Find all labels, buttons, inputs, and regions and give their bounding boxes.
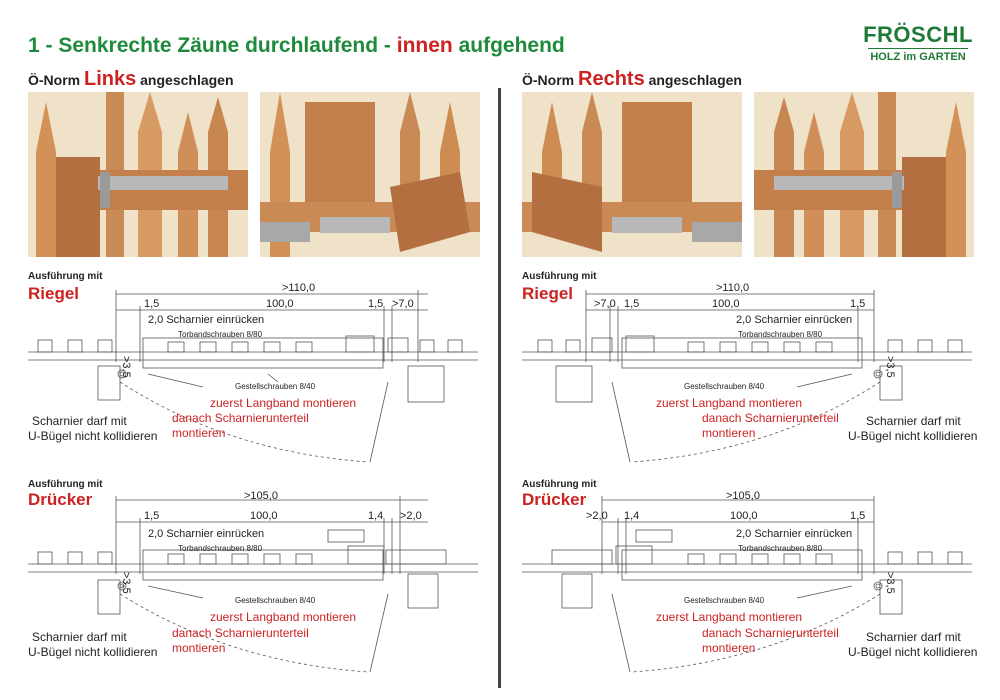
- logo-name: FRÖSCHL: [863, 22, 973, 47]
- left-druecker-red1: zuerst Langband montieren: [210, 610, 357, 624]
- left-riegel-d2: 100,0: [266, 298, 294, 310]
- left-druecker-v: >3,5: [120, 572, 132, 594]
- right-druecker-total: >105,0: [726, 490, 760, 502]
- right-riegel-d4: 1,5: [850, 298, 866, 310]
- right-riegel-torband: Torbandschrauben 8/80: [738, 330, 823, 339]
- right-riegel-ausf-label: Ausführung mit: [522, 271, 597, 282]
- right-druecker-torband: Torbandschrauben 8/80: [738, 544, 823, 553]
- left-riegel-blk1: Scharnier darf mit: [32, 414, 127, 428]
- left-druecker-type: Drücker: [28, 490, 93, 509]
- left-riegel-red3: montieren: [172, 426, 226, 440]
- left-druecker-blk1: Scharnier darf mit: [32, 630, 127, 644]
- left-heading: Ö-Norm Links angeschlagen: [28, 68, 234, 90]
- right-druecker-blk1: Scharnier darf mit: [866, 630, 961, 644]
- right-druecker-d2: 1,4: [624, 510, 640, 522]
- left-riegel-gestell: Gestellschrauben 8/40: [235, 382, 316, 391]
- left-riegel-red1: zuerst Langband montieren: [210, 396, 357, 410]
- froeschl-logo: [862, 22, 974, 70]
- left-druecker-d3: 1,4: [368, 510, 384, 522]
- right-riegel-red1: zuerst Langband montieren: [656, 396, 803, 410]
- column-divider: [498, 88, 501, 688]
- right-riegel-v: >3,5: [884, 356, 896, 378]
- left-druecker-scharnier: 2,0 Scharnier einrücken: [148, 528, 265, 540]
- left-riegel-d1: 1,5: [144, 298, 160, 310]
- right-riegel-d3: 100,0: [712, 298, 740, 310]
- right-riegel-gestell: Gestellschrauben 8/40: [684, 382, 765, 391]
- left-riegel-ausf-label: Ausführung mit: [28, 271, 103, 282]
- logo-divider: [868, 48, 968, 49]
- page-title: 1 - Senkrechte Zäune durchlaufend - innen aufgehend: [28, 34, 565, 57]
- left-riegel-torband: Torbandschrauben 8/80: [178, 330, 263, 339]
- left-druecker-d4: >2,0: [400, 510, 422, 522]
- photo-left-hinge-open: [260, 92, 480, 257]
- right-riegel-red3: montieren: [702, 426, 756, 440]
- left-riegel-d4: >7,0: [392, 298, 414, 310]
- left-riegel-blk2: U-Bügel nicht kollidieren: [28, 429, 158, 443]
- right-druecker-red1: zuerst Langband montieren: [656, 610, 803, 624]
- left-druecker-red2: danach Scharnierunterteil: [172, 626, 309, 640]
- right-druecker-blk2: U-Bügel nicht kollidieren: [848, 645, 978, 659]
- logo-subtitle: HOLZ im GARTEN: [870, 51, 966, 63]
- photo-left-hinge-closeup: [28, 92, 248, 257]
- right-druecker-scharnier: 2,0 Scharnier einrücken: [736, 528, 853, 540]
- left-druecker-torband: Torbandschrauben 8/80: [178, 544, 263, 553]
- right-druecker-type: Drücker: [522, 490, 587, 509]
- left-riegel-total: >110,0: [282, 282, 316, 294]
- left-druecker-ausf-label: Ausführung mit: [28, 479, 103, 490]
- right-druecker-v: >3,5: [884, 572, 896, 594]
- left-riegel-v: >3,5: [120, 356, 132, 378]
- left-druecker-total: >105,0: [244, 490, 278, 502]
- left-druecker-d2: 100,0: [250, 510, 278, 522]
- left-druecker-gestell: Gestellschrauben 8/40: [235, 596, 316, 605]
- left-druecker-blk2: U-Bügel nicht kollidieren: [28, 645, 158, 659]
- photo-right-hinge-open: [522, 92, 742, 257]
- right-druecker-ausf-label: Ausführung mit: [522, 479, 597, 490]
- right-riegel-blk1: Scharnier darf mit: [866, 414, 961, 428]
- right-heading: Ö-Norm Rechts angeschlagen: [522, 68, 742, 90]
- right-druecker-red2: danach Scharnierunterteil: [702, 626, 839, 640]
- left-riegel-scharnier: 2,0 Scharnier einrücken: [148, 314, 265, 326]
- right-druecker-d1: >2,0: [586, 510, 608, 522]
- right-druecker-red3: montieren: [702, 641, 756, 655]
- right-druecker-d4: 1,5: [850, 510, 866, 522]
- right-riegel-total: >110,0: [716, 282, 750, 294]
- left-riegel-type: Riegel: [28, 284, 80, 303]
- right-riegel-scharnier: 2,0 Scharnier einrücken: [736, 314, 853, 326]
- left-druecker-red3: montieren: [172, 641, 226, 655]
- photo-right-hinge-closeup: [754, 92, 974, 257]
- right-druecker-d3: 100,0: [730, 510, 758, 522]
- right-druecker-gestell: Gestellschrauben 8/40: [684, 596, 765, 605]
- right-riegel-type: Riegel: [522, 284, 574, 303]
- left-druecker-d1: 1,5: [144, 510, 160, 522]
- left-riegel-red2: danach Scharnierunterteil: [172, 411, 309, 425]
- right-riegel-red2: danach Scharnierunterteil: [702, 411, 839, 425]
- left-riegel-d3: 1,5: [368, 298, 384, 310]
- right-riegel-d2: 1,5: [624, 298, 640, 310]
- right-riegel-blk2: U-Bügel nicht kollidieren: [848, 429, 978, 443]
- right-riegel-d1: >7,0: [594, 298, 616, 310]
